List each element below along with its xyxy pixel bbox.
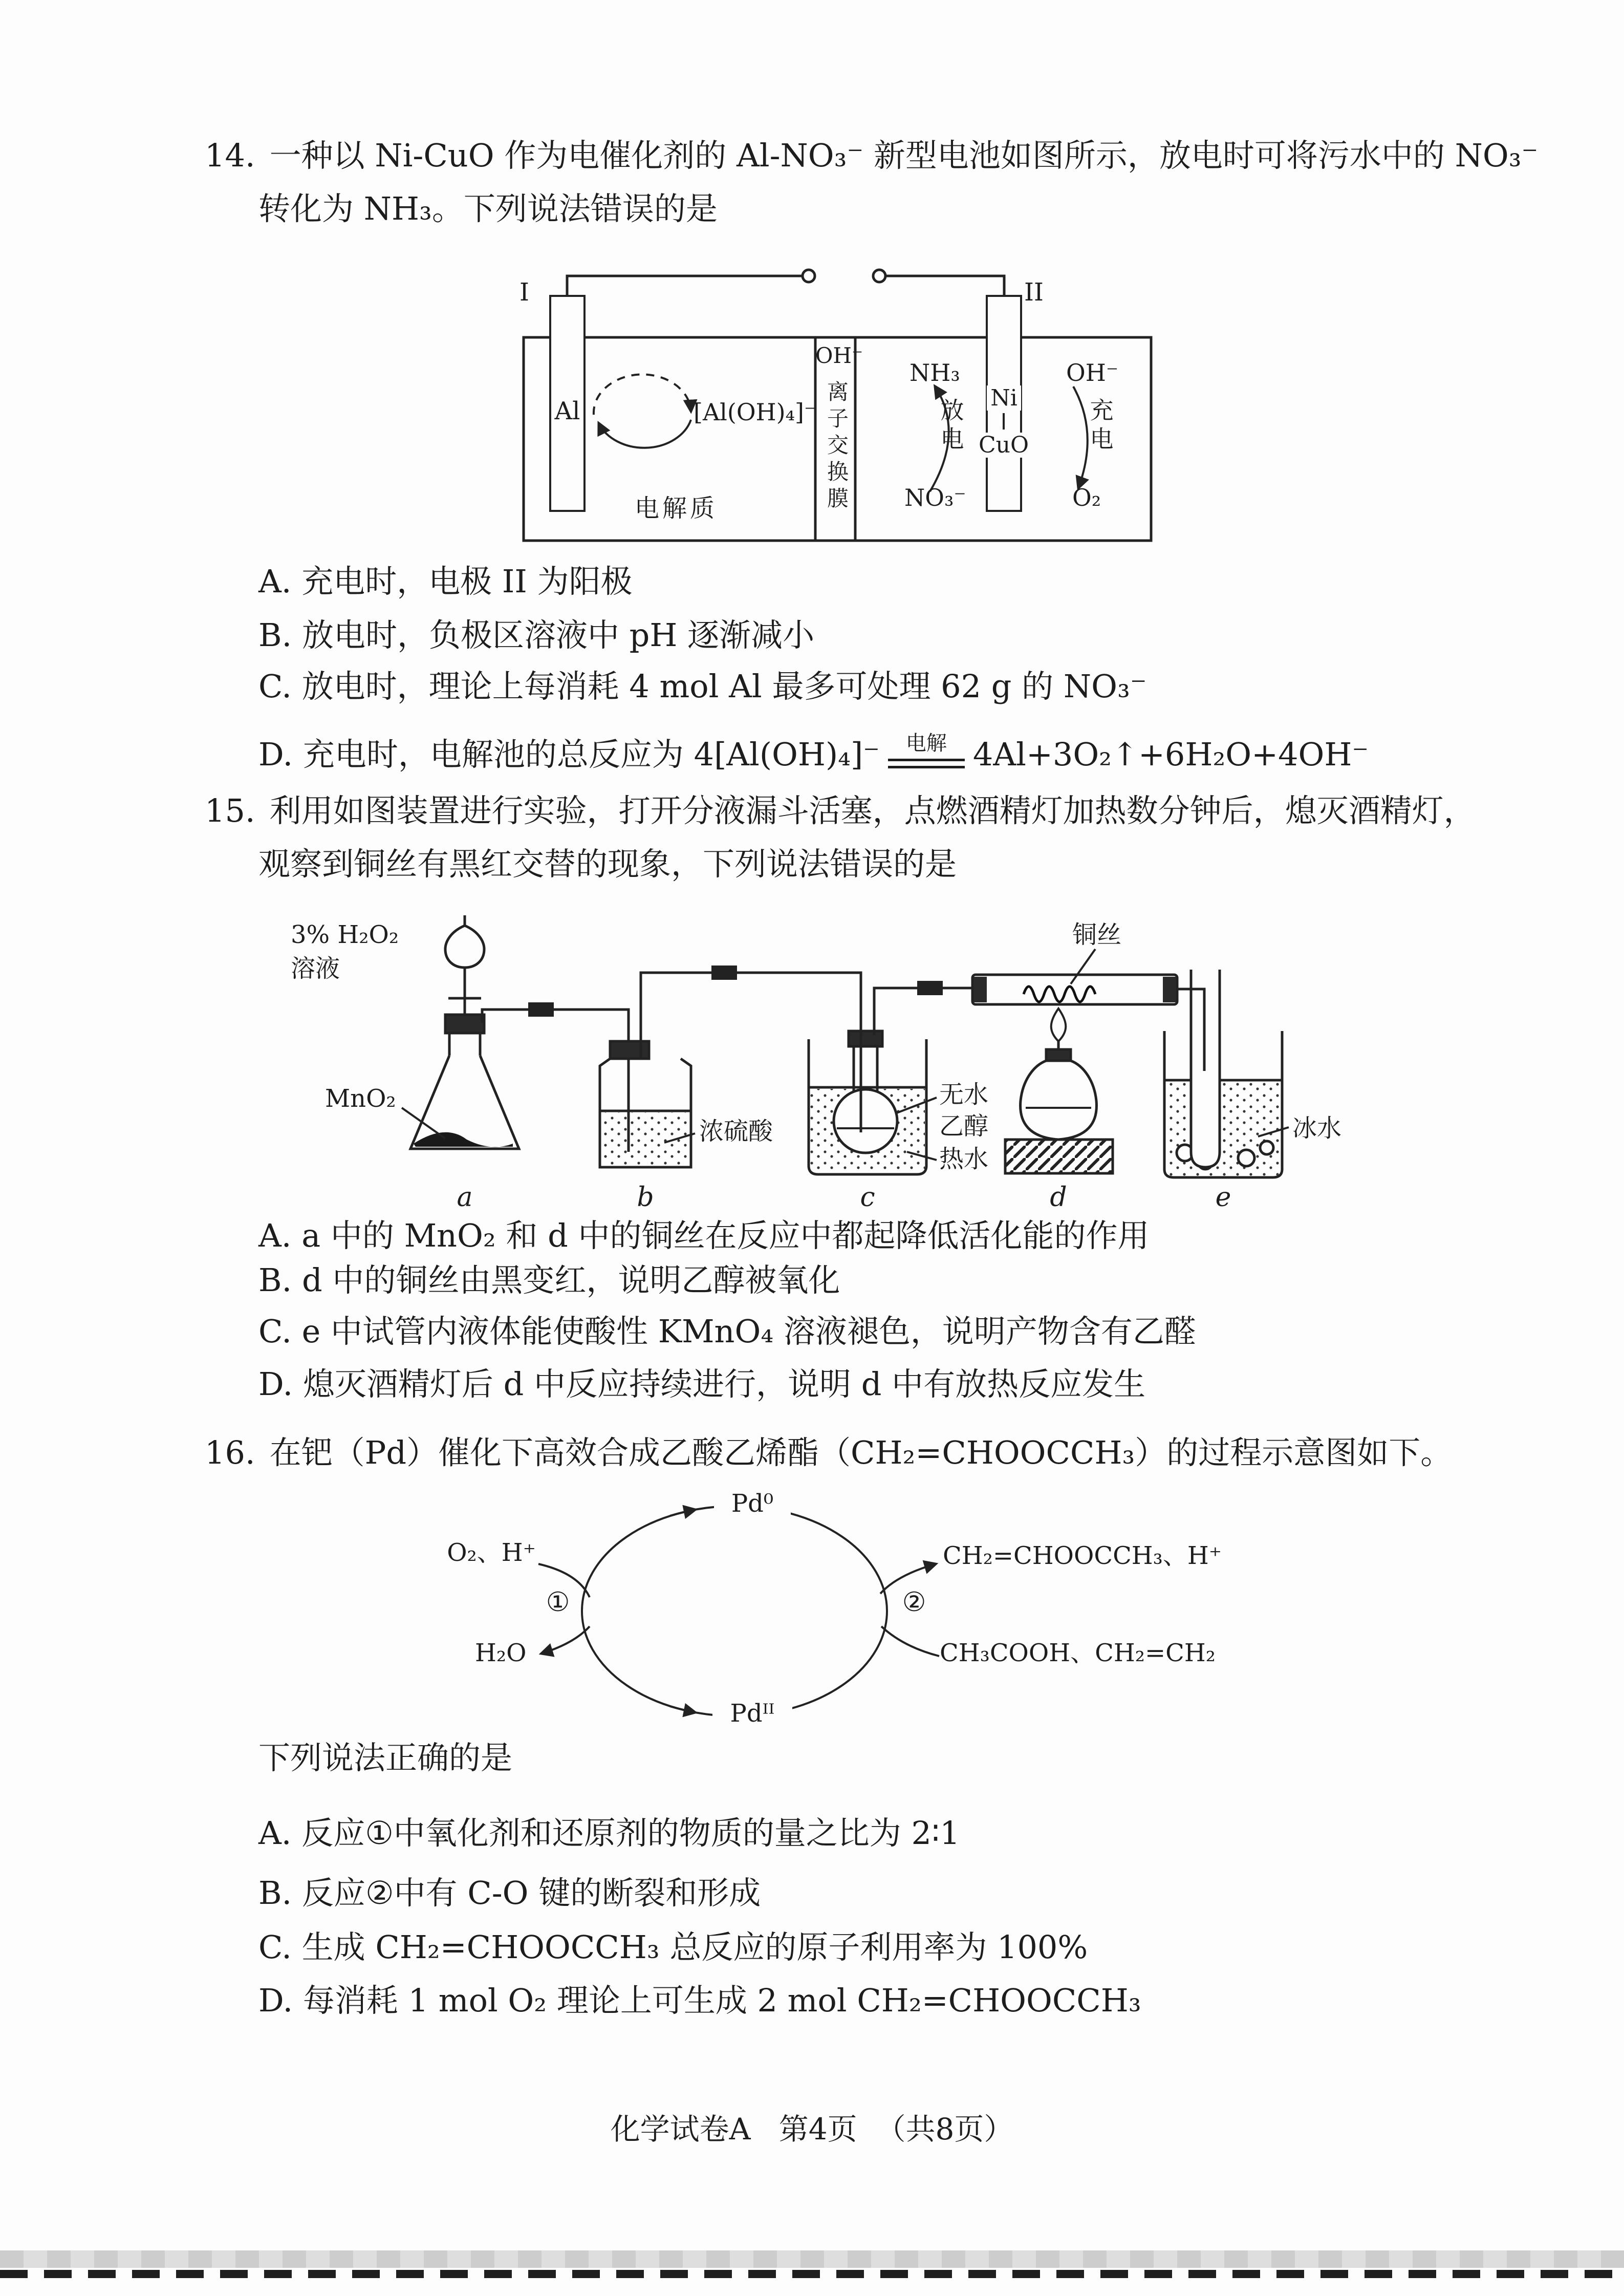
al-return-arc xyxy=(599,420,691,448)
anhydrous-ethanol-label-line2: 乙醇 xyxy=(939,1112,989,1141)
pd-catalytic-cycle-diagram xyxy=(409,1487,1300,1810)
apparatus-letter-d: d xyxy=(1050,1182,1067,1213)
conical-flask-a xyxy=(410,1056,519,1149)
discharge-label: 放电 xyxy=(937,398,965,455)
copper-oxide-label: CuO xyxy=(978,432,1029,458)
q15-option-d: D. 熄灭酒精灯后 d 中反应持续进行，说明 d 中有放热反应发生 xyxy=(258,1365,1146,1403)
ammonia-label: NH₃ xyxy=(910,359,960,387)
q14-option-c: C. 放电时，理论上每消耗 4 mol Al 最多可处理 62 g 的 NO₃⁻ xyxy=(258,668,1147,705)
h2o2-label-line2: 溶液 xyxy=(291,954,340,983)
electrode-i-terminal-label: I xyxy=(519,278,529,307)
q15-stem-line-1 xyxy=(205,792,1476,829)
q16-stem-text: 在钯（Pd）催化下高效合成乙酸乙烯酯（CH₂=CHOOCCH₃）的过程示意图如下。 xyxy=(269,1434,1453,1471)
step-2-badge: ② xyxy=(897,1587,932,1617)
flask-c-bulb xyxy=(834,1089,897,1153)
separating-funnel-bulb xyxy=(445,926,484,968)
battery-diagram-graphics xyxy=(489,264,1226,563)
q14-stem-text-1: 一种以 Ni-CuO 作为电催化剂的 Al-NO₃⁻ 新型电池如图所示，放电时可将污水中的 NO₃⁻ xyxy=(269,137,1539,174)
q14-option-d-prefix: D. 充电时，电解池的总反应为 4[Al(OH)₄]⁻ xyxy=(258,736,880,773)
nickel-label: Ni xyxy=(987,385,1021,411)
double-bar-icon xyxy=(888,759,965,768)
lamp-stand-block xyxy=(1005,1140,1113,1173)
reactant-input-line xyxy=(881,1626,939,1656)
flask-c-stopper xyxy=(849,1031,882,1046)
electrode-ii-terminal-label: II xyxy=(1024,278,1044,307)
wire-left xyxy=(567,276,802,296)
al-electrode-label: Al xyxy=(554,397,580,425)
bottle-b-stopper xyxy=(610,1041,649,1059)
terminal-dot-right xyxy=(873,270,885,282)
scan-artifact-dashes xyxy=(0,2270,1624,2278)
copper-wire-label: 铜丝 xyxy=(1072,920,1122,949)
al-dissolution-arc-dashed xyxy=(594,374,691,415)
arrow-to-pd2 xyxy=(670,1706,695,1712)
apparatus-letter-b: b xyxy=(637,1182,654,1213)
q15-number: 15. xyxy=(205,792,255,829)
q15-option-c: C. e 中试管内液体能使酸性 KMnO₄ 溶液褪色，说明产物含有乙醛 xyxy=(258,1313,1196,1350)
water-output-arrow xyxy=(542,1626,590,1654)
tube-joint-3 xyxy=(917,981,943,995)
q14-option-d-suffix: 4Al+3O₂↑+6H₂O+4OH⁻ xyxy=(972,736,1369,773)
nitrate-label: NO₃⁻ xyxy=(904,484,966,511)
electrolysis-condition-label: 电解 xyxy=(905,732,947,756)
aluminate-ion-label: [Al(OH)₄]⁻ xyxy=(694,398,817,426)
tube-a-to-b xyxy=(482,1010,629,1046)
step-1-badge: ① xyxy=(540,1587,575,1617)
mno2-label: MnO₂ xyxy=(325,1084,396,1113)
mno2-powder xyxy=(414,1132,513,1147)
hydroxide-label: OH⁻ xyxy=(1066,359,1119,387)
q16-number: 16. xyxy=(205,1434,255,1471)
membrane-oh-label: OH⁻ xyxy=(815,343,863,368)
lamp-collar xyxy=(1046,1049,1071,1061)
q14-option-d xyxy=(258,732,1369,775)
arrow-to-pd0 xyxy=(670,1510,695,1516)
flask-a-stopper xyxy=(445,1015,484,1033)
battery-diagram xyxy=(489,264,1226,563)
charge-arrow-arc xyxy=(1073,387,1088,488)
anhydrous-ethanol-label-line1: 无水 xyxy=(939,1080,989,1109)
copper-wire-pointer-line xyxy=(1071,949,1095,984)
apparatus-letter-c: c xyxy=(860,1182,875,1213)
h2o2-label-line1: 3% H₂O₂ xyxy=(291,920,399,949)
scan-artifact-band xyxy=(0,2250,1624,2268)
electrolysis-equals-sign xyxy=(888,733,965,768)
q14-stem-line-2: 转化为 NH₃。下列说法错误的是 xyxy=(258,190,718,227)
lamp-flame xyxy=(1051,1008,1066,1041)
page-footer: 化学试卷A 第4页 （共8页） xyxy=(610,2112,1014,2147)
acetic-acid-ethylene-label: CH₃COOH、CH₂=CH₂ xyxy=(940,1639,1216,1667)
q15-stem-text-1: 利用如图装置进行实验，打开分液漏斗活塞，点燃酒精灯加热数分钟后，熄灭酒精灯， xyxy=(269,792,1476,829)
tube-joint-1 xyxy=(528,1002,554,1017)
water-label: H₂O xyxy=(475,1639,527,1667)
conc-sulfuric-acid-label: 浓硫酸 xyxy=(699,1117,773,1146)
apparatus-letter-e: e xyxy=(1215,1182,1231,1213)
hot-water-label: 热水 xyxy=(939,1145,989,1173)
pd0-label: Pd⁰ xyxy=(714,1490,791,1518)
q16-option-c: C. 生成 CH₂=CHOOCCH₃ 总反应的原子利用率为 100% xyxy=(258,1928,1088,1966)
pd2-label: Pdᴵᴵ xyxy=(712,1700,792,1728)
q14-stem-line-1 xyxy=(205,137,1538,174)
copper-wire-coil xyxy=(1024,986,1095,1002)
vinyl-acetate-product-label: CH₂=CHOOCCH₃、H⁺ xyxy=(943,1541,1222,1570)
q14-option-a: A. 充电时，电极 II 为阳极 xyxy=(258,563,633,600)
q15-option-b: B. d 中的铜丝由黑变红，说明乙醇被氧化 xyxy=(258,1261,840,1299)
oxygen-label: O₂ xyxy=(1072,484,1101,511)
apparatus-diagram-graphics xyxy=(276,912,1367,1207)
q16-option-b: B. 反应②中有 C-O 键的断裂和形成 xyxy=(258,1874,761,1912)
wire-right xyxy=(886,276,1004,296)
terminal-dot-left xyxy=(803,270,815,282)
apparatus-letter-a: a xyxy=(457,1182,473,1213)
charge-label: 充电 xyxy=(1086,398,1114,455)
q16-option-a: A. 反应①中氧化剂和还原剂的物质的量之比为 2∶1 xyxy=(258,1814,960,1852)
cycle-ellipse xyxy=(582,1506,887,1716)
experiment-apparatus-diagram xyxy=(276,912,1367,1213)
mno2-pointer-line xyxy=(402,1108,445,1139)
oxygen-proton-label: O₂、H⁺ xyxy=(447,1538,536,1567)
ice-water-label: 冰水 xyxy=(1292,1114,1342,1143)
q16-prompt: 下列说法正确的是 xyxy=(258,1739,513,1776)
q14-number: 14. xyxy=(205,137,255,174)
ion-exchange-membrane-label: 离子交换膜 xyxy=(824,380,850,513)
q15-stem-line-2: 观察到铜丝有黑红交替的现象，下列说法错误的是 xyxy=(258,845,957,883)
q14-option-b: B. 放电时，负极区溶液中 pH 逐渐减小 xyxy=(258,616,815,654)
q15-option-a: A. a 中的 MnO₂ 和 d 中的铜丝在反应中都起降低活化能的作用 xyxy=(258,1217,1150,1254)
electrolyte-label: 电解质 xyxy=(635,494,718,523)
q16-option-d: D. 每消耗 1 mol O₂ 理论上可生成 2 mol CH₂=CHOOCCH₃ xyxy=(258,1982,1141,2019)
alcohol-lamp-body xyxy=(1021,1061,1097,1140)
q16-stem-line xyxy=(205,1434,1452,1471)
